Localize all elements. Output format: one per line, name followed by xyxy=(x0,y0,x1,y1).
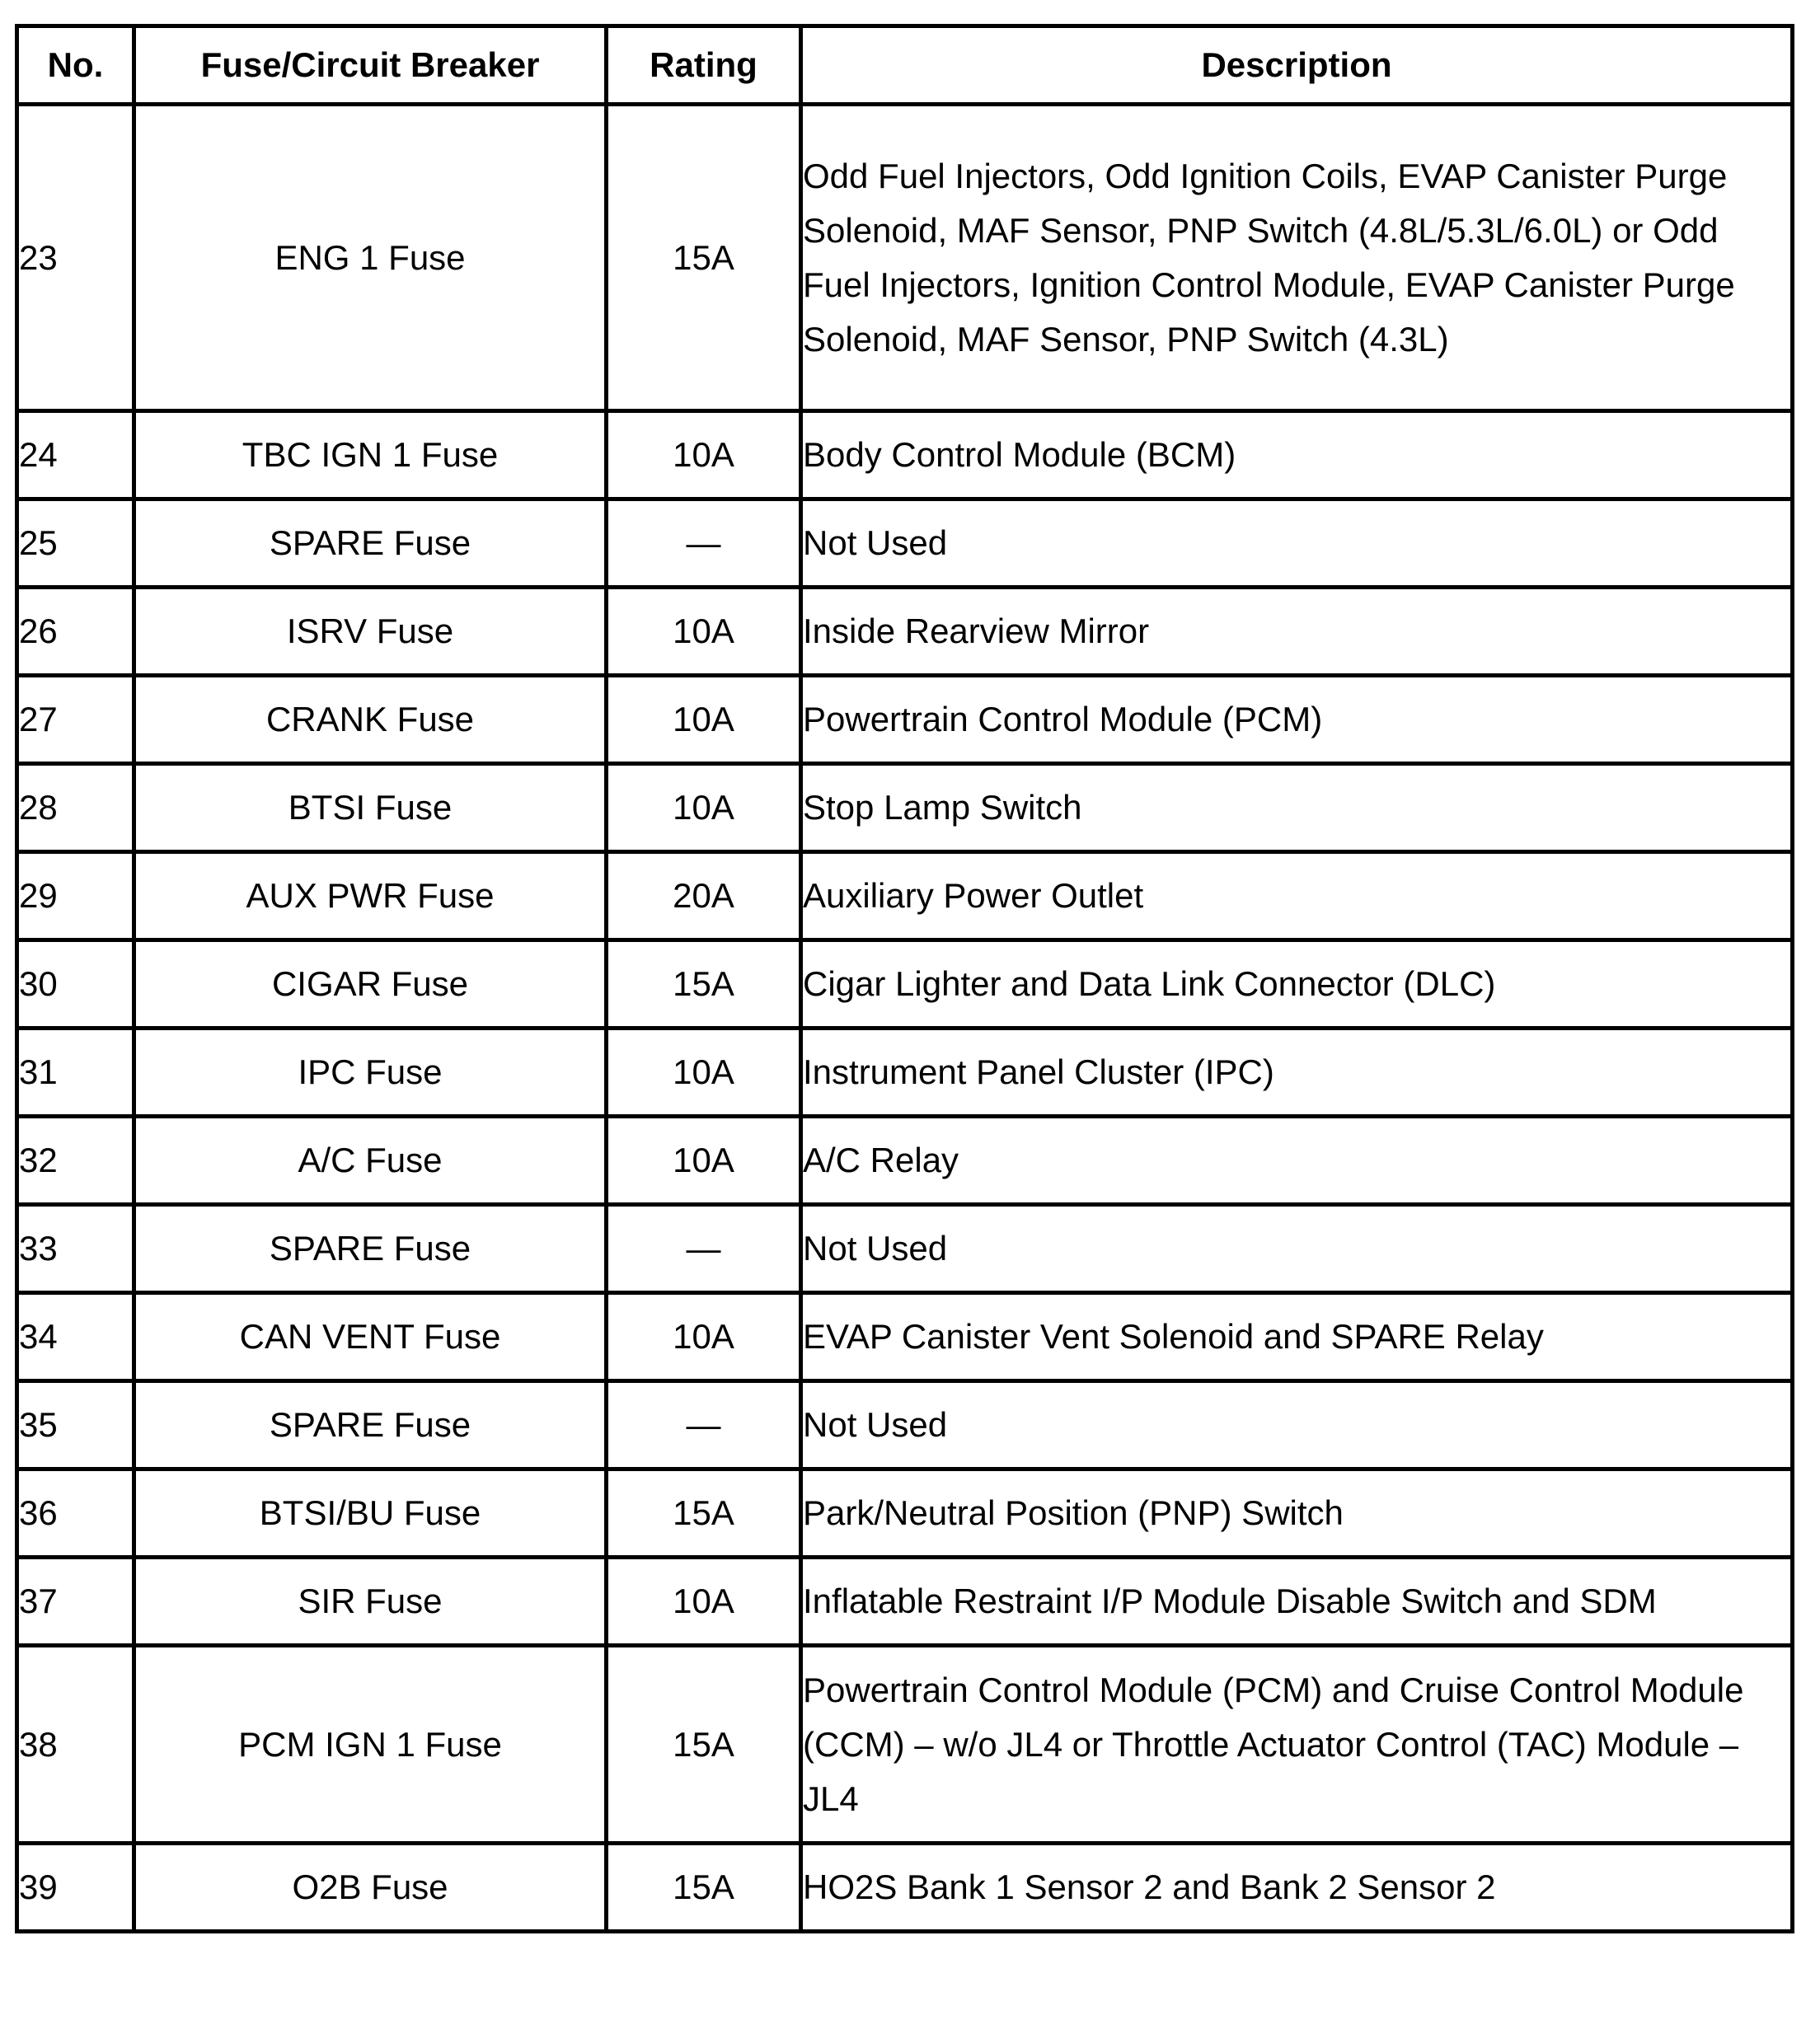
cell-fuse: SIR Fuse xyxy=(134,1558,607,1646)
cell-no: 29 xyxy=(17,852,134,940)
cell-description: Cigar Lighter and Data Link Connector (DLC) xyxy=(801,940,1793,1029)
cell-no: 28 xyxy=(17,764,134,852)
header-description: Description xyxy=(801,26,1793,105)
cell-description: Stop Lamp Switch xyxy=(801,764,1793,852)
cell-rating: — xyxy=(607,1205,801,1293)
cell-no: 35 xyxy=(17,1381,134,1469)
cell-rating: 20A xyxy=(607,852,801,940)
cell-fuse: SPARE Fuse xyxy=(134,1381,607,1469)
cell-description: Powertrain Control Module (PCM) xyxy=(801,676,1793,764)
table-row xyxy=(17,1469,1793,1558)
cell-no: 38 xyxy=(17,1646,134,1844)
cell-rating: 15A xyxy=(607,1646,801,1844)
table-row xyxy=(17,676,1793,764)
cell-no: 36 xyxy=(17,1469,134,1558)
cell-rating: 10A xyxy=(607,1029,801,1117)
fuse-table xyxy=(15,24,1794,1933)
cell-rating: 10A xyxy=(607,676,801,764)
table-row xyxy=(17,1205,1793,1293)
cell-no: 27 xyxy=(17,676,134,764)
cell-no: 23 xyxy=(17,105,134,411)
cell-rating: 15A xyxy=(607,940,801,1029)
cell-description: Park/Neutral Position (PNP) Switch xyxy=(801,1469,1793,1558)
cell-fuse: SPARE Fuse xyxy=(134,499,607,588)
cell-rating: 15A xyxy=(607,1469,801,1558)
table-row xyxy=(17,1029,1793,1117)
cell-description: Inside Rearview Mirror xyxy=(801,588,1793,676)
cell-rating: 10A xyxy=(607,764,801,852)
cell-rating: 10A xyxy=(607,1558,801,1646)
cell-description: Body Control Module (BCM) xyxy=(801,411,1793,499)
table-body xyxy=(17,105,1793,1932)
cell-fuse: BTSI Fuse xyxy=(134,764,607,852)
cell-no: 34 xyxy=(17,1293,134,1381)
cell-description: Not Used xyxy=(801,499,1793,588)
cell-fuse: PCM IGN 1 Fuse xyxy=(134,1646,607,1844)
table-row xyxy=(17,588,1793,676)
cell-fuse: BTSI/BU Fuse xyxy=(134,1469,607,1558)
table-row xyxy=(17,1558,1793,1646)
cell-fuse: SPARE Fuse xyxy=(134,1205,607,1293)
cell-fuse: A/C Fuse xyxy=(134,1117,607,1205)
cell-rating: 10A xyxy=(607,588,801,676)
table-row xyxy=(17,411,1793,499)
cell-rating: — xyxy=(607,1381,801,1469)
cell-rating: 10A xyxy=(607,411,801,499)
cell-rating: 15A xyxy=(607,1844,801,1932)
table-row xyxy=(17,105,1793,411)
cell-no: 37 xyxy=(17,1558,134,1646)
cell-description: Not Used xyxy=(801,1381,1793,1469)
cell-rating: — xyxy=(607,499,801,588)
cell-no: 32 xyxy=(17,1117,134,1205)
cell-fuse: CRANK Fuse xyxy=(134,676,607,764)
header-row xyxy=(17,26,1793,105)
header-fuse: Fuse/Circuit Breaker xyxy=(134,26,607,105)
cell-description: Not Used xyxy=(801,1205,1793,1293)
cell-no: 39 xyxy=(17,1844,134,1932)
cell-description: HO2S Bank 1 Sensor 2 and Bank 2 Sensor 2 xyxy=(801,1844,1793,1932)
cell-no: 31 xyxy=(17,1029,134,1117)
header-no: No. xyxy=(17,26,134,105)
cell-rating: 10A xyxy=(607,1117,801,1205)
cell-description: Auxiliary Power Outlet xyxy=(801,852,1793,940)
cell-rating: 15A xyxy=(607,105,801,411)
cell-no: 30 xyxy=(17,940,134,1029)
cell-fuse: ISRV Fuse xyxy=(134,588,607,676)
cell-fuse: IPC Fuse xyxy=(134,1029,607,1117)
table-row xyxy=(17,499,1793,588)
cell-fuse: TBC IGN 1 Fuse xyxy=(134,411,607,499)
cell-no: 24 xyxy=(17,411,134,499)
cell-description: Odd Fuel Injectors, Odd Ignition Coils, EVAP Canister Purge Solenoid, MAF Sensor, PNP Switch (4.8L/5.3L/6.0L) or Odd Fuel Injectors, Ignition Control Module, EVAP Canister Purge Solenoid, MAF Sensor, PNP Switch (4.3L) xyxy=(801,105,1793,411)
cell-fuse: O2B Fuse xyxy=(134,1844,607,1932)
table-row xyxy=(17,1293,1793,1381)
cell-description: A/C Relay xyxy=(801,1117,1793,1205)
table-row xyxy=(17,1117,1793,1205)
cell-rating: 10A xyxy=(607,1293,801,1381)
table-row xyxy=(17,764,1793,852)
cell-description: Inflatable Restraint I/P Module Disable Switch and SDM xyxy=(801,1558,1793,1646)
cell-fuse: AUX PWR Fuse xyxy=(134,852,607,940)
header-rating: Rating xyxy=(607,26,801,105)
cell-no: 26 xyxy=(17,588,134,676)
cell-description: EVAP Canister Vent Solenoid and SPARE Relay xyxy=(801,1293,1793,1381)
table-row xyxy=(17,1646,1793,1844)
cell-no: 33 xyxy=(17,1205,134,1293)
cell-fuse: CAN VENT Fuse xyxy=(134,1293,607,1381)
cell-no: 25 xyxy=(17,499,134,588)
table-row xyxy=(17,1381,1793,1469)
table-row xyxy=(17,852,1793,940)
cell-fuse: ENG 1 Fuse xyxy=(134,105,607,411)
cell-description: Powertrain Control Module (PCM) and Cruise Control Module (CCM) – w/o JL4 or Throttle Actuator Control (TAC) Module – JL4 xyxy=(801,1646,1793,1844)
table-row xyxy=(17,940,1793,1029)
cell-fuse: CIGAR Fuse xyxy=(134,940,607,1029)
cell-description: Instrument Panel Cluster (IPC) xyxy=(801,1029,1793,1117)
table-row xyxy=(17,1844,1793,1932)
